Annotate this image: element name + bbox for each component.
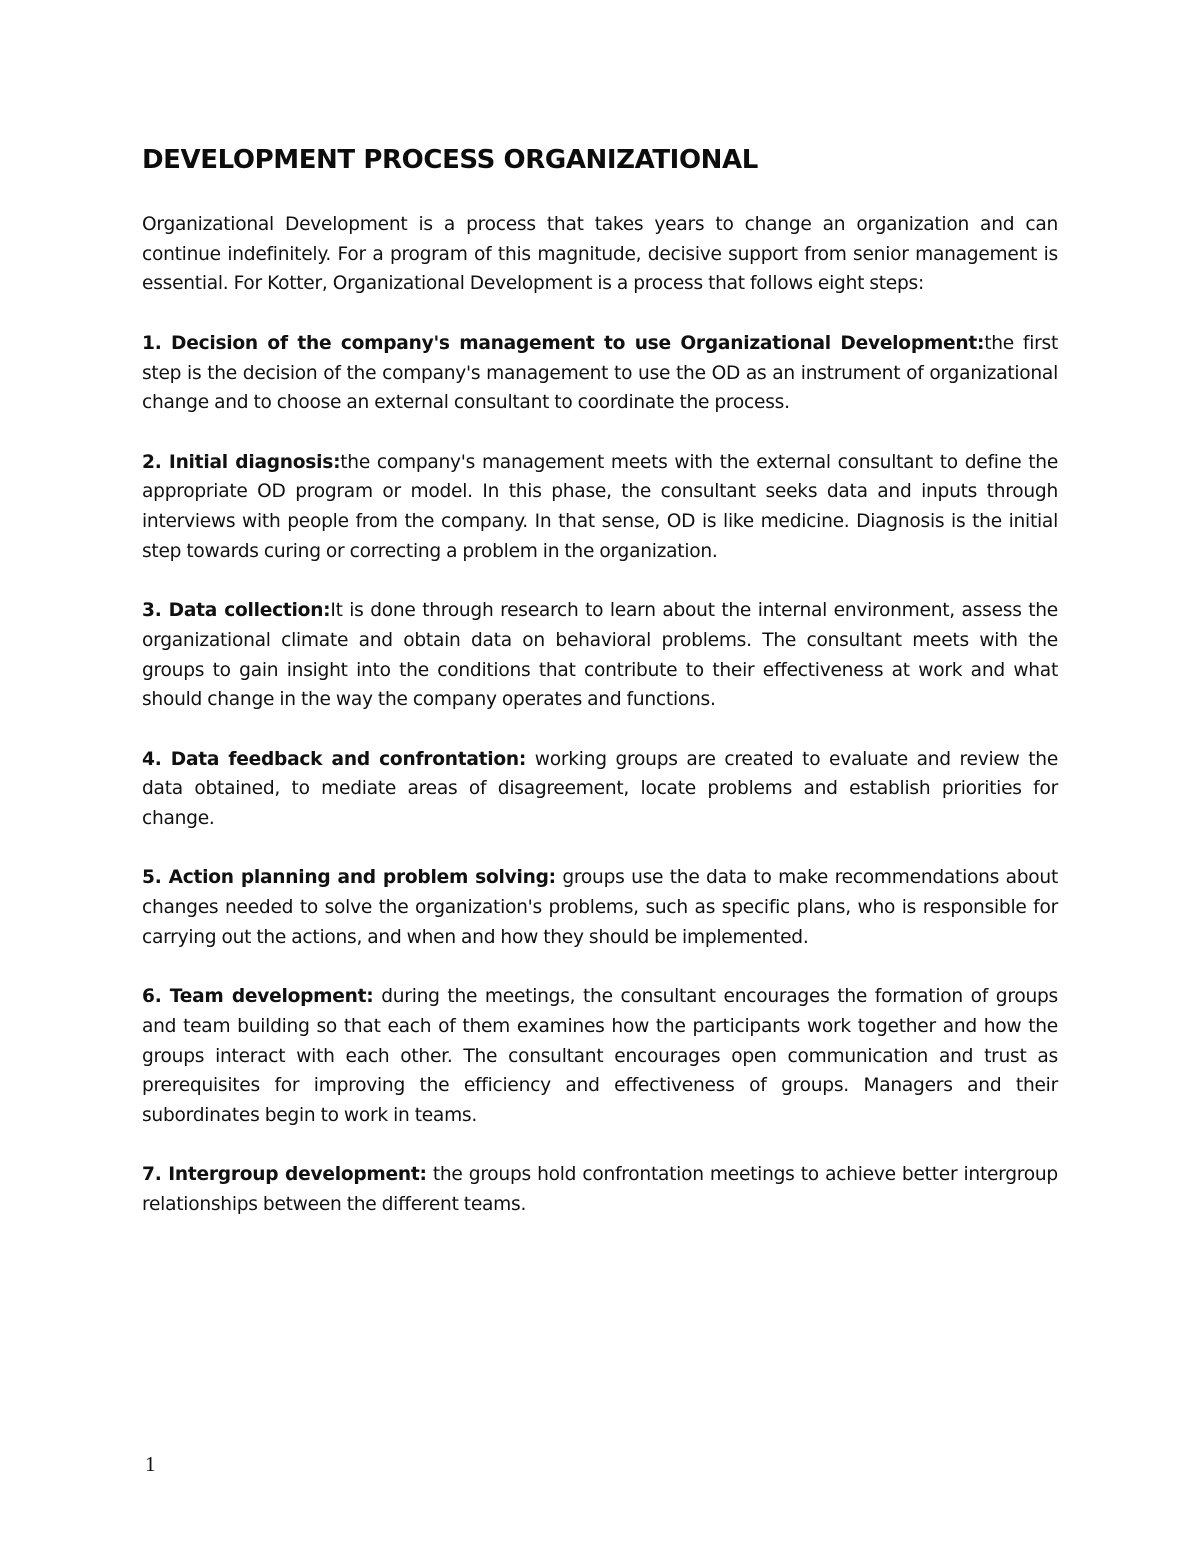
- step-2-heading: 2. Initial diagnosis:: [142, 451, 341, 473]
- step-3-text: It is done through research to learn about the internal environment, assess the organizational climate and obtain data on behavioral problems. The consultant meets with the groups to gain insight into the conditions that contribute to their effectiveness at work and what should change in the way the company operates and functions.: [142, 600, 1058, 711]
- step-4-text: working groups are created to evaluate and review the data obtained, to mediate areas of disagreement, locate problems and establish priorities for change.: [142, 748, 1059, 829]
- step-3-paragraph: [142, 596, 1058, 715]
- step-1-heading: 1. Decision of the company's management to use Organizational Development:: [142, 332, 985, 354]
- step-4-heading: 4. Data feedback and confrontation:: [142, 748, 527, 770]
- step-2-paragraph: [142, 448, 1058, 567]
- step-4-paragraph: [142, 745, 1058, 834]
- step-5-paragraph: [142, 863, 1058, 952]
- step-7-text: the groups hold confrontation meetings to achieve better intergroup relationships between the different teams.: [142, 1164, 1058, 1216]
- document-title: DEVELOPMENT PROCESS ORGANIZATIONAL: [142, 145, 758, 175]
- step-1-text: the first step is the decision of the company's management to use the OD as an instrument of organizational change and to choose an external consultant to coordinate the process.: [142, 332, 1058, 414]
- step-6-text: during the meetings, the consultant encourages the formation of groups and team building so that each of them examines how the participants work together and how the groups interact with each other. The consultant encourages open communication and trust as prerequisites for improving the efficiency and effectiveness of groups. Managers and their subordinates begin to work in teams.: [142, 986, 1058, 1126]
- step-6-heading: 6. Team development:: [142, 986, 374, 1008]
- step-1-paragraph: [142, 329, 1058, 418]
- step-3-heading: 3. Data collection:: [142, 600, 331, 622]
- document-body: [142, 140, 1058, 1220]
- step-5-heading: 5. Action planning and problem solving:: [142, 867, 556, 889]
- page-number: 1: [145, 1452, 156, 1476]
- step-2-text: the company's management meets with the external consultant to define the appropriate OD program or model. In this phase, the consultant seeks data and inputs through interviews with people from the company. In that sense, OD is like medicine. Diagnosis is the initial step towards curing or correcting a problem in the organization.: [142, 451, 1059, 562]
- step-6-paragraph: [142, 982, 1058, 1131]
- step-7-paragraph: [142, 1160, 1058, 1219]
- intro-paragraph: Organizational Development is a process that takes years to change an organization and can continue indefinitely. For a program of this magnitude, decisive support from senior management is essential. For Kotter, Organizational Development is a process that follows eight steps:: [142, 214, 1058, 295]
- step-5-text: groups use the data to make recommendations about changes needed to solve the organization's problems, such as specific plans, who is responsible for carrying out the actions, and when and how they should be implemented.: [142, 867, 1059, 948]
- step-7-heading: 7. Intergroup development:: [142, 1164, 427, 1186]
